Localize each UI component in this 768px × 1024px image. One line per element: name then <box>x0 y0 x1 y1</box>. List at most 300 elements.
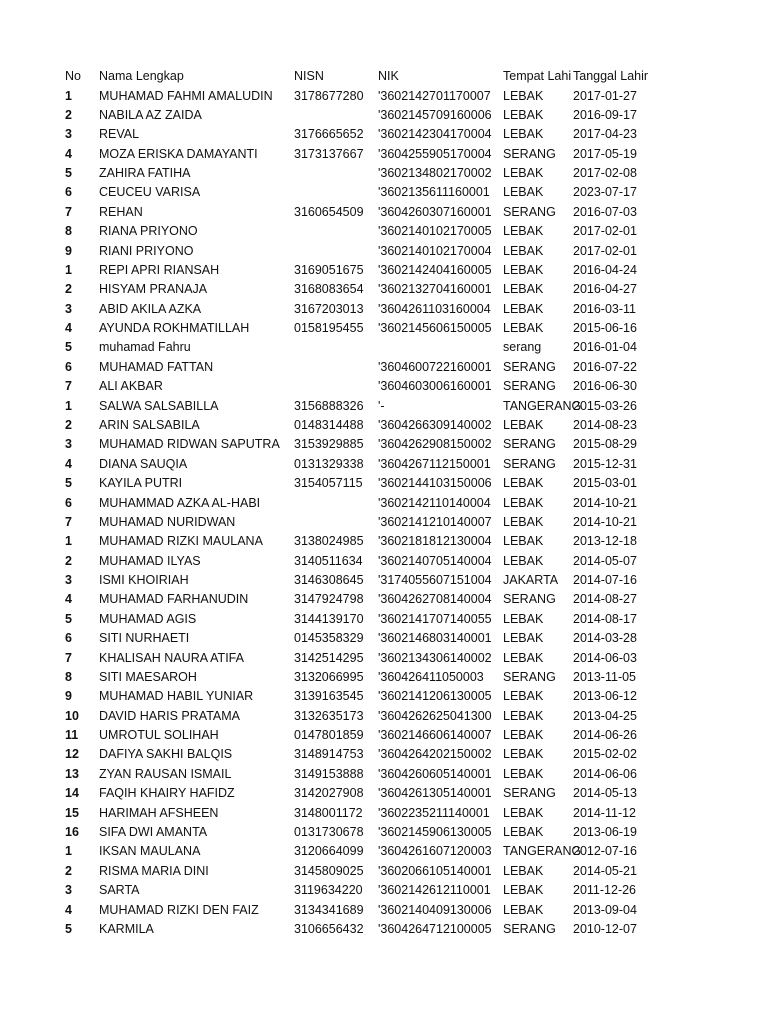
cell-tempat: LEBAK <box>503 185 544 200</box>
header-tempat: Tempat Lahi <box>503 69 572 83</box>
cell-tempat: JAKARTA <box>503 573 559 587</box>
cell-tanggal: 2016-04-24 <box>573 262 637 277</box>
cell-nik: '- <box>378 398 385 413</box>
cell-nisn: 3153929885 <box>294 437 364 452</box>
cell-tempat: LEBAK <box>503 631 544 646</box>
cell-nama: muhamad Fahru <box>99 340 191 355</box>
cell-tanggal: 2016-03-11 <box>573 301 637 316</box>
cell-nisn: 3148914753 <box>294 747 364 762</box>
cell-nisn: 0131329338 <box>294 456 364 471</box>
table-row <box>0 804 768 823</box>
cell-tanggal: 2015-12-31 <box>573 456 637 471</box>
cell-nik: '3602141210140007 <box>378 514 492 529</box>
cell-tanggal: 2016-07-03 <box>573 204 637 219</box>
table-row <box>0 726 768 745</box>
cell-nisn <box>294 164 378 183</box>
cell-nik: '3604262908150002 <box>378 437 492 452</box>
table-row <box>0 513 768 532</box>
cell-nama: MUHAMAD RIZKI MAULANA <box>99 534 263 549</box>
table-row <box>0 455 768 474</box>
cell-nisn: 3176665652 <box>294 127 364 142</box>
cell-nik: '3602140705140004 <box>378 553 492 568</box>
cell-no: 2 <box>65 553 72 568</box>
table-row <box>0 145 768 164</box>
cell-nisn: 3138024985 <box>294 534 364 549</box>
cell-nama: MUHAMAD FATTAN <box>99 359 214 374</box>
cell-no: 9 <box>65 689 72 704</box>
cell-tanggal: 2013-09-04 <box>573 902 637 917</box>
cell-no: 12 <box>65 747 79 762</box>
cell-nik: '3602144103150006 <box>378 476 492 491</box>
cell-tempat: LEBAK <box>503 824 544 839</box>
cell-nisn: 3154057115 <box>294 476 363 491</box>
cell-tanggal: 2014-10-21 <box>573 514 637 529</box>
cell-no: 7 <box>65 204 72 219</box>
cell-tempat: LEBAK <box>503 107 544 122</box>
cell-nama: MUHAMAD HABIL YUNIAR <box>99 689 254 704</box>
cell-tanggal: 2016-09-17 <box>573 107 637 122</box>
cell-nisn: 3148001172 <box>294 805 363 820</box>
table-row <box>0 494 768 513</box>
cell-nama: ISMI KHOIRIAH <box>99 573 189 587</box>
cell-tempat: LEBAK <box>503 476 544 491</box>
cell-no: 16 <box>65 824 79 839</box>
table-row <box>0 532 768 551</box>
cell-tempat: LEBAK <box>503 747 544 762</box>
cell-nik: '3602134802170002 <box>378 166 492 180</box>
cell-nama: HARIMAH AFSHEEN <box>99 805 219 820</box>
cell-nisn: 3147924798 <box>294 592 364 607</box>
table-row <box>0 319 768 338</box>
table-row <box>0 823 768 842</box>
cell-tempat: LEBAK <box>503 689 544 704</box>
cell-nama: SITI NURHAETI <box>99 631 190 646</box>
table-row <box>0 397 768 416</box>
cell-nik: '3174055607151004 <box>378 573 492 587</box>
table-header <box>0 67 768 86</box>
cell-tempat: SERANG <box>503 379 556 394</box>
cell-tanggal: 2016-01-04 <box>573 340 637 355</box>
cell-nama: IKSAN MAULANA <box>99 844 201 859</box>
cell-tempat: LEBAK <box>503 301 544 316</box>
cell-nama: MUHAMMAD AZKA AL-HABI <box>99 495 261 510</box>
cell-nama: MUHAMAD AGIS <box>99 611 197 626</box>
cell-tempat: TANGERANG <box>503 398 582 413</box>
cell-nik: '3602134306140002 <box>378 650 492 665</box>
cell-tempat: LEBAK <box>503 863 544 878</box>
cell-nama: ABID AKILA AZKA <box>99 301 202 316</box>
table-row <box>0 707 768 726</box>
cell-tanggal: 2013-12-18 <box>573 534 637 549</box>
cell-tanggal: 2015-02-02 <box>573 747 637 762</box>
cell-tempat: LEBAK <box>503 514 544 529</box>
cell-no: 5 <box>65 340 72 355</box>
header-no: No <box>65 69 81 83</box>
cell-tempat: SERANG <box>503 437 556 452</box>
cell-tempat: SERANG <box>503 456 556 471</box>
cell-nik: '3604260605140001 <box>378 766 492 781</box>
cell-tempat: LEBAK <box>503 166 544 180</box>
cell-nik: '3602132704160001 <box>378 282 492 297</box>
cell-no: 6 <box>65 185 72 200</box>
cell-nama: MUHAMAD ILYAS <box>99 553 201 568</box>
cell-no: 5 <box>65 611 72 626</box>
cell-no: 3 <box>65 127 72 142</box>
cell-no: 3 <box>65 573 72 587</box>
cell-nik: '3602142110140004 <box>378 495 491 510</box>
table-row <box>0 881 768 900</box>
cell-nama: MUHAMAD NURIDWAN <box>99 514 236 529</box>
cell-tanggal: 2014-08-17 <box>573 611 637 626</box>
table-row <box>0 765 768 784</box>
cell-tanggal: 2015-03-26 <box>573 398 637 413</box>
cell-nama: SALWA SALSABILLA <box>99 398 219 413</box>
cell-nama: DAFIYA SAKHI BALQIS <box>99 747 233 762</box>
cell-tanggal: 2016-06-30 <box>573 379 637 394</box>
cell-nisn: 3145809025 <box>294 863 364 878</box>
cell-nama: ALI AKBAR <box>99 379 163 394</box>
cell-no: 1 <box>65 398 72 413</box>
table-row <box>0 862 768 881</box>
cell-nisn <box>294 222 378 241</box>
cell-tanggal: 2017-05-19 <box>573 146 637 161</box>
cell-no: 9 <box>65 243 72 258</box>
cell-nama: NABILA AZ ZAIDA <box>99 107 202 122</box>
cell-tempat: SERANG <box>503 359 556 374</box>
cell-nisn: 0131730678 <box>294 824 364 839</box>
cell-tempat: SERANG <box>503 592 556 607</box>
cell-tanggal: 2015-06-16 <box>573 321 637 336</box>
cell-no: 3 <box>65 301 72 316</box>
cell-tanggal: 2014-05-21 <box>573 863 637 878</box>
cell-nik: '3602141707140055 <box>378 611 492 626</box>
table-row <box>0 183 768 202</box>
cell-nik: '3604262708140004 <box>378 592 492 607</box>
cell-tempat: LEBAK <box>503 88 544 103</box>
table-row <box>0 590 768 609</box>
cell-tempat: LEBAK <box>503 883 544 898</box>
cell-tanggal: 2014-06-03 <box>573 650 637 665</box>
cell-no: 3 <box>65 883 72 898</box>
table-row <box>0 901 768 920</box>
cell-nisn: 3149153888 <box>294 766 364 781</box>
cell-tanggal: 2013-06-12 <box>573 689 637 704</box>
cell-no: 11 <box>65 728 79 742</box>
cell-nama: ZAHIRA FATIHA <box>99 166 191 180</box>
cell-nik: '3602235211140001 <box>378 805 490 820</box>
cell-nik: '3604264202150002 <box>378 747 492 762</box>
table-row <box>0 203 768 222</box>
table-row <box>0 435 768 454</box>
cell-nama: DAVID HARIS PRATAMA <box>99 708 240 723</box>
cell-nama: REHAN <box>99 204 143 219</box>
cell-tempat: LEBAK <box>503 611 544 626</box>
table-row <box>0 842 768 861</box>
cell-tempat: LEBAK <box>503 534 544 549</box>
cell-nisn: 3139163545 <box>294 689 364 704</box>
cell-nama: RIANI PRIYONO <box>99 243 194 258</box>
cell-nik: '3602181812130004 <box>378 534 492 549</box>
cell-tempat: SERANG <box>503 786 556 801</box>
table-row <box>0 377 768 396</box>
cell-no: 1 <box>65 88 72 103</box>
cell-no: 4 <box>65 321 72 336</box>
cell-nik: '3604261305140001 <box>378 786 492 801</box>
cell-tanggal: 2015-08-29 <box>573 437 637 452</box>
cell-tanggal: 2017-02-01 <box>573 243 637 258</box>
table-row <box>0 280 768 299</box>
cell-nik: '3602145906130005 <box>378 824 492 839</box>
cell-tanggal: 2014-05-07 <box>573 553 637 568</box>
cell-tanggal: 2014-07-16 <box>573 573 637 587</box>
cell-nisn: 3132066995 <box>294 669 364 684</box>
cell-nama: AYUNDA ROKHMATILLAH <box>99 321 250 336</box>
cell-tanggal: 2015-03-01 <box>573 476 637 491</box>
cell-nisn: 3140511634 <box>294 553 363 568</box>
cell-nama: CEUCEU VARISA <box>99 185 201 200</box>
cell-nama: MUHAMAD FAHMI AMALUDIN <box>99 88 273 103</box>
cell-nisn: 0147801859 <box>294 728 364 742</box>
cell-nama: SIFA DWI AMANTA <box>99 824 208 839</box>
cell-tempat: LEBAK <box>503 418 544 432</box>
cell-nik: '3604260307160001 <box>378 204 492 219</box>
cell-nisn: 3178677280 <box>294 88 364 103</box>
cell-tempat: LEBAK <box>503 127 544 142</box>
table-row <box>0 920 768 939</box>
cell-tanggal: 2017-02-08 <box>573 166 637 180</box>
cell-no: 1 <box>65 534 72 549</box>
table-row <box>0 571 768 590</box>
table-row <box>0 358 768 377</box>
cell-tempat: TANGERANG <box>503 844 582 859</box>
cell-no: 5 <box>65 166 72 180</box>
cell-nik: '3604266309140002 <box>378 418 492 432</box>
cell-nisn: 3142514295 <box>294 650 364 665</box>
cell-nik: '3604261607120003 <box>378 844 492 859</box>
cell-tanggal: 2014-03-28 <box>573 631 637 646</box>
cell-nisn: 3142027908 <box>294 786 364 801</box>
cell-no: 8 <box>65 669 72 684</box>
cell-tempat: LEBAK <box>503 243 544 258</box>
cell-no: 14 <box>65 786 79 801</box>
cell-nama: REPI APRI RIANSAH <box>99 262 220 277</box>
cell-tempat: SERANG <box>503 146 556 161</box>
cell-nik: '3602140102170004 <box>378 243 492 258</box>
cell-nisn <box>294 338 378 357</box>
cell-tanggal: 2014-06-26 <box>573 728 637 742</box>
table-row <box>0 416 768 435</box>
cell-nisn: 3134341689 <box>294 902 364 917</box>
cell-tanggal: 2014-06-06 <box>573 766 637 781</box>
table-row <box>0 300 768 319</box>
cell-nisn: 3169051675 <box>294 262 364 277</box>
cell-nik: '3604255905170004 <box>378 146 492 161</box>
cell-tanggal: 2013-04-25 <box>573 708 637 723</box>
header-nama: Nama Lengkap <box>99 69 184 83</box>
cell-no: 15 <box>65 805 79 820</box>
cell-tempat: LEBAK <box>503 495 544 510</box>
cell-no: 1 <box>65 262 72 277</box>
cell-nisn: 3120664099 <box>294 844 364 859</box>
cell-nik <box>378 338 502 357</box>
cell-tanggal: 2013-11-05 <box>573 669 637 684</box>
cell-tempat: LEBAK <box>503 766 544 781</box>
header-nisn: NISN <box>294 69 324 83</box>
cell-tanggal: 2016-04-27 <box>573 282 637 297</box>
table-row <box>0 87 768 106</box>
cell-no: 3 <box>65 437 72 452</box>
cell-nama: KARMILA <box>99 921 154 936</box>
cell-nisn <box>294 358 378 377</box>
cell-nama: MUHAMAD RIZKI DEN FAIZ <box>99 902 259 917</box>
cell-nama: SARTA <box>99 883 140 898</box>
table-row <box>0 338 768 357</box>
table-row <box>0 649 768 668</box>
cell-no: 7 <box>65 650 72 665</box>
cell-nama: KAYILA PUTRI <box>99 476 183 491</box>
cell-tempat: SERANG <box>503 669 556 684</box>
cell-no: 5 <box>65 476 72 491</box>
cell-no: 4 <box>65 592 72 607</box>
cell-tanggal: 2014-10-21 <box>573 495 637 510</box>
table-row <box>0 552 768 571</box>
cell-no: 7 <box>65 379 72 394</box>
cell-tempat: LEBAK <box>503 282 544 297</box>
cell-tanggal: 2013-06-19 <box>573 824 637 839</box>
cell-nik: '360426411050003 <box>378 669 484 684</box>
cell-nisn: 3173137667 <box>294 146 364 161</box>
cell-no: 1 <box>65 844 72 859</box>
cell-nik: '3604600722160001 <box>378 359 492 374</box>
table-row <box>0 745 768 764</box>
cell-nik: '3602141206130005 <box>378 689 492 704</box>
table-row <box>0 106 768 125</box>
cell-tanggal: 2010-12-07 <box>573 921 637 936</box>
cell-nik: '3604603006160001 <box>378 379 492 394</box>
cell-nik: '3602135611160001 <box>378 185 490 200</box>
cell-nik: '3602140102170005 <box>378 224 492 239</box>
cell-nisn <box>294 242 378 261</box>
cell-nama: MOZA ERISKA DAMAYANTI <box>99 146 258 161</box>
cell-tempat: serang <box>503 340 542 355</box>
cell-tempat: LEBAK <box>503 553 544 568</box>
table-row <box>0 164 768 183</box>
cell-no: 4 <box>65 456 72 471</box>
cell-nama: RIANA PRIYONO <box>99 224 198 239</box>
cell-nama: UMROTUL SOLIHAH <box>99 728 219 742</box>
cell-nama: SITI MAESAROH <box>99 669 197 684</box>
cell-no: 2 <box>65 418 72 432</box>
cell-tanggal: 2023-07-17 <box>573 185 637 200</box>
cell-nisn <box>294 183 378 202</box>
cell-nik: '3602142304170004 <box>378 127 492 142</box>
cell-nik: '3604261103160004 <box>378 301 491 316</box>
table-row <box>0 474 768 493</box>
cell-nisn: 3144139170 <box>294 611 364 626</box>
table-row <box>0 629 768 648</box>
cell-nik: '360426262504130​0 <box>378 708 492 723</box>
cell-nisn <box>294 377 378 396</box>
cell-nama: FAQIH KHAIRY HAFIDZ <box>99 786 235 801</box>
cell-nik: '3602146803140001 <box>378 631 492 646</box>
cell-nama: MUHAMAD FARHANUDIN <box>99 592 249 607</box>
cell-tempat: LEBAK <box>503 708 544 723</box>
cell-no: 6 <box>65 495 72 510</box>
table-row <box>0 668 768 687</box>
cell-nama: RISMA MARIA DINI <box>99 863 209 878</box>
table-row <box>0 687 768 706</box>
cell-no: 6 <box>65 359 72 374</box>
cell-tempat: LEBAK <box>503 728 544 742</box>
cell-tempat: LEBAK <box>503 902 544 917</box>
cell-no: 8 <box>65 224 72 239</box>
cell-no: 2 <box>65 107 72 122</box>
cell-nama: REVAL <box>99 127 140 142</box>
cell-tempat: LEBAK <box>503 650 544 665</box>
cell-tempat: LEBAK <box>503 805 544 820</box>
cell-tempat: SERANG <box>503 921 556 936</box>
cell-nik: '3602142404160005 <box>378 262 492 277</box>
cell-no: 4 <box>65 146 72 161</box>
cell-tanggal: 2014-11-12 <box>573 805 637 820</box>
cell-nama: HISYAM PRANAJA <box>99 282 208 297</box>
cell-nama: KHALISAH NAURA ATIFA <box>99 650 244 665</box>
cell-tanggal: 2012-07-16 <box>573 844 637 859</box>
cell-nisn <box>294 106 378 125</box>
cell-tanggal: 2017-02-01 <box>573 224 637 239</box>
cell-nik: '3604267112150001 <box>378 456 491 471</box>
cell-nama: DIANA SAUQIA <box>99 456 188 471</box>
cell-tanggal: 2017-01-27 <box>573 88 637 103</box>
cell-nama: MUHAMAD RIDWAN SAPUTRA <box>99 437 280 452</box>
cell-nisn: 0158195455 <box>294 321 364 336</box>
cell-nisn: 3132635173 <box>294 708 364 723</box>
cell-nisn: 3156888326 <box>294 398 364 413</box>
cell-tanggal: 2016-07-22 <box>573 359 637 374</box>
cell-no: 13 <box>65 766 79 781</box>
cell-nisn <box>294 494 378 513</box>
cell-nisn: 3119634220 <box>294 883 363 898</box>
cell-nik: '3602066105140001 <box>378 863 492 878</box>
cell-no: 7 <box>65 514 72 529</box>
table-row <box>0 125 768 144</box>
cell-tanggal: 2017-04-23 <box>573 127 637 142</box>
cell-no: 2 <box>65 282 72 297</box>
cell-nisn: 3168083654 <box>294 282 364 297</box>
cell-no: 10 <box>65 708 79 723</box>
cell-tanggal: 2014-05-13 <box>573 786 637 801</box>
cell-nik: '3604264712100005 <box>378 921 492 936</box>
cell-no: 2 <box>65 863 72 878</box>
table-row <box>0 222 768 241</box>
cell-tempat: SERANG <box>503 204 556 219</box>
cell-tempat: LEBAK <box>503 262 544 277</box>
cell-nisn: 0145358329 <box>294 631 364 646</box>
cell-nik: '3602145709160006 <box>378 107 492 122</box>
cell-no: 6 <box>65 631 72 646</box>
cell-tanggal: 2014-08-27 <box>573 592 637 607</box>
header-nik: NIK <box>378 69 399 83</box>
cell-nisn: 3160654509 <box>294 204 364 219</box>
cell-nisn: 3146308645 <box>294 573 364 587</box>
cell-no: 4 <box>65 902 72 917</box>
cell-nama: ZYAN RAUSAN ISMAIL <box>99 766 232 781</box>
cell-tempat: LEBAK <box>503 224 544 239</box>
table-row <box>0 610 768 629</box>
cell-tanggal: 2011-12-26 <box>573 883 637 898</box>
cell-tanggal: 2014-08-23 <box>573 418 637 432</box>
table-row <box>0 261 768 280</box>
